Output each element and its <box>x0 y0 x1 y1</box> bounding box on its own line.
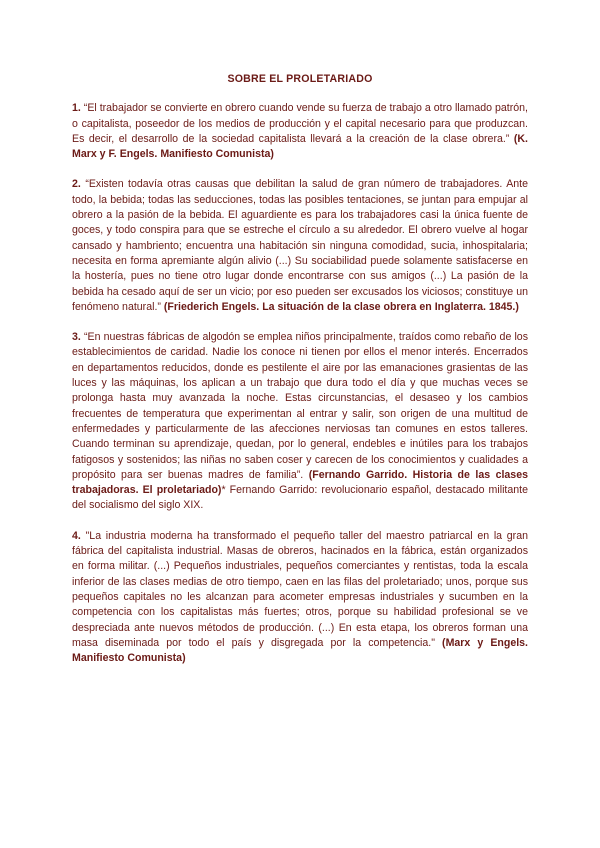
document-title: SOBRE EL PROLETARIADO <box>227 73 373 85</box>
paragraph-3 <box>72 330 528 514</box>
paragraph-2 <box>72 177 528 315</box>
paragraph-number: 4. <box>72 529 81 542</box>
paragraph-number: 1. <box>72 102 81 115</box>
paragraph-text: “Existen todavía otras causas que debilitan la salud de gran número de trabajadores. Ante todo, la bebida; todas las seducciones, todas las posibles tentaciones, se juntan para empujar al obrero a la pasión de la bebida. El aguardiente es para los trabajadores casi la única fuente de goces, y todo conspira para que se estreche el círculo a su alrededor. El obrero vuelve al hogar cansado y hambriento; encuentra una habitación sin ninguna comodidad, sucia, inhospitalaria; necesita en forma apremiante algún alivio (...) Su sociabilidad puede solamente satisfacerse en la hostería, pues no tiene otro lugar donde encontrarse con sus amigos (...) La pasión de la bebida ha cesado aquí de ser un vicio; por eso pueden ser excusados los viciosos; constituye un fenómeno natural.” <box>72 178 528 313</box>
paragraph-4 <box>72 529 528 667</box>
paragraph-citation: (Friederich Engels. La situación de la clase obrera en Inglaterra. 1845.) <box>163 300 519 313</box>
paragraph-citation: (K. Marx y F. Engels. Manifiesto Comunista) <box>72 132 528 161</box>
paragraph-number: 2. <box>72 178 81 191</box>
paragraph-number: 3. <box>72 331 81 344</box>
document-page <box>72 72 528 681</box>
paragraph-text: “El trabajador se convierte en obrero cuando vende su fuerza de trabajo a otro llamado patrón, o capitalista, poseedor de los medios de producción y el capital necesario para que produzcan. Es decir, el desarrollo de la sociedad capitalista llevará a la creación de la clase obrera.” <box>72 102 528 145</box>
paragraph-note: * Fernando Garrido: revolucionario español, destacado militante del socialismo del siglo XIX. <box>72 484 528 512</box>
paragraph-text: “En nuestras fábricas de algodón se emplea niños principalmente, traídos como rebaño de los establecimientos de caridad. Nadie los conoce ni tienen por ellos el menor interés. Encerrados en departamentos reducidos, donde es pestilente el aire por las emanaciones grasientas de las luces y las máquinas, los aplican a un trabajo que dura todo el día y que muchas veces se prolonga hasta muy avanzada la noche. Estas circunstancias, el desaseo y los cambios frecuentes de temperatura que experimentan al entrar y salir, son origen de una multitud de enfermedades y particularmente de las afecciones nerviosas tan comunes en estos talleres. Cuando terminan su aprendizaje, quedan, por lo general, endebles e inútiles para los trabajos fatigosos y sostenidos; las niñas no saben coser y carecen de los conocimientos y cualidades a propósito para ser buenas madres de familia”. <box>72 331 528 481</box>
paragraph-citation: (Fernando Garrido. Historia de las clases trabajadoras. El proletariado) <box>72 468 528 497</box>
paragraph-text: "La industria moderna ha transformado el pequeño taller del maestro patriarcal en la gran fábrica del capitalista industrial. Masas de obreros, hacinados en la fábrica, están organizados en forma militar. (...) Pequeños industriales, pequeños comerciantes y rentistas, toda la escala inferior de las clases medias de otro tiempo, caen en las filas del proletariado; unos, porque sus pequeños capitales no les alcanzan para acometer empresas industriales y sucumben en la competencia con los capitalistas más fuertes; otros, porque su habilidad profesional se ve despreciada ante nuevos métodos de producción. (...) En esta etapa, los obreros forman una masa diseminada por todo el país y disgregada por la competencia." <box>72 529 528 649</box>
paragraph-1 <box>72 101 528 162</box>
paragraph-citation: (Marx y Engels. Manifiesto Comunista) <box>72 636 529 665</box>
